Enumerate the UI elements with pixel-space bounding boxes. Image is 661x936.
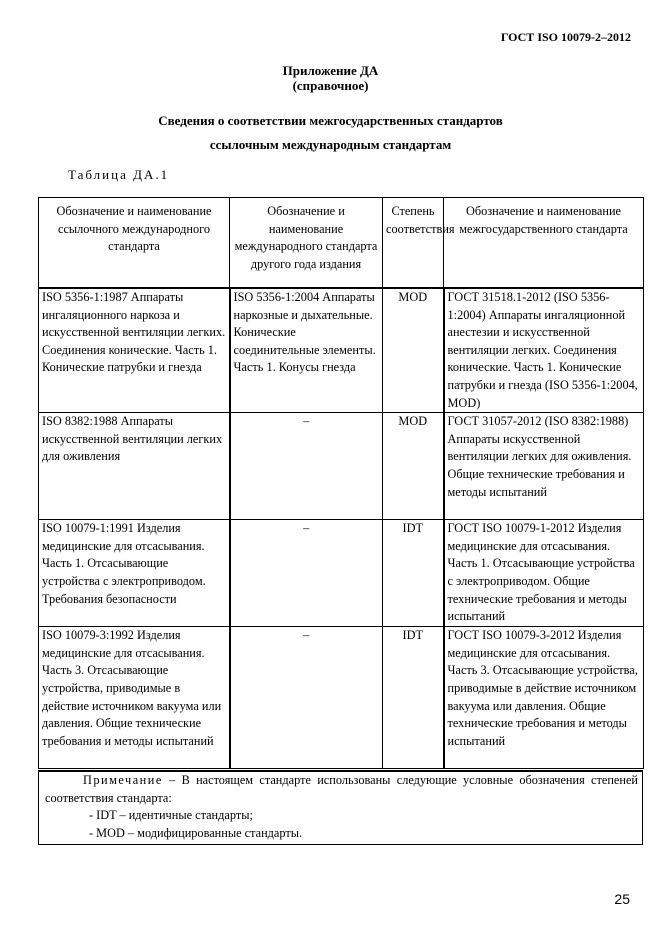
table-row (39, 627, 644, 769)
cell-reference: ISO 5356-1:1987 Аппараты ингаляционного наркоза и искусственной вентиляции легких. Соединения конические. Часть 1. Конические патрубки и гнезда (39, 288, 230, 413)
cell-reference: ISO 10079-1:1991 Изделия медицинские для отсасывания. Часть 1. Отсасывающие устройства с электроприводом. Требования безопасности (39, 520, 230, 627)
heading-line-1: Сведения о соответствии межгосударственных стандартов (158, 113, 503, 128)
header-degree: Степень соответствия (383, 198, 444, 289)
cell-interstate: ГОСТ ISO 10079-3-2012 Изделия медицинские для отсасывания. Часть 3. Отсасывающие устройства, приводимые в действие источником вакуума или давления. Общие технические требования и методы испытаний (444, 627, 644, 769)
table-row (39, 520, 644, 627)
cell-interstate: ГОСТ 31518.1-2012 (ISO 5356-1:2004) Аппараты ингаляционной анестезии и искусственной вентиляции легких. Соединения конические. Часть 1. Конические патрубки и гнезда (ISO 5356-1:2004, MOD) (444, 288, 644, 413)
cell-other: – (230, 627, 383, 769)
note-paragraph (45, 772, 638, 807)
cell-interstate: ГОСТ ISO 10079-1-2012 Изделия медицинские для отсасывания. Часть 1. Отсасывающие устройства с электроприводом. Общие технические требования и методы испытаний (444, 520, 644, 627)
cell-reference: ISO 10079-3:1992 Изделия медицинские для отсасывания. Часть 3. Отсасывающие устройства, приводимые в действие источником вакуума или давления. Общие технические требования и методы испытаний (39, 627, 230, 769)
appendix-type: (справочное) (292, 78, 369, 93)
appendix-label: Приложение ДА (282, 63, 379, 78)
page-number: 25 (614, 891, 630, 907)
cell-degree: IDT (383, 520, 444, 627)
note-label: Примечание (83, 773, 163, 787)
note-item-idt: - IDT – идентичные стандарты; (89, 808, 253, 823)
appendix-title (0, 63, 661, 93)
document-code: ГОСТ ISO 10079-2–2012 (500, 30, 631, 44)
header-interstate-standard: Обозначение и наименование межгосударственного стандарта (444, 198, 644, 289)
table-header-row (39, 198, 644, 289)
note-item-mod: - MOD – модифицированные стандарты. (89, 825, 303, 840)
heading-line-2: ссылочным международным стандартам (209, 137, 452, 152)
cell-degree: IDT (383, 627, 444, 769)
header-other-year-standard: Обозначение и наименование международного стандарта другого года издания (230, 198, 383, 289)
cell-other: – (230, 520, 383, 627)
table-label: Таблица ДА.1 (68, 167, 170, 182)
correspondence-table (38, 197, 644, 769)
table-row (39, 288, 644, 413)
cell-reference: ISO 8382:1988 Аппараты искусственной вентиляции легких для оживления (39, 413, 230, 520)
section-heading (0, 109, 661, 157)
header-reference-standard: Обозначение и наименование ссылочного международного стандарта (39, 198, 230, 289)
note-text: – В настоящем стандарте использованы следующие условные обозначения степеней соответствия стандарта: (45, 773, 638, 805)
cell-other: ISO 5356-1:2004 Аппараты наркозные и дыхательные. Конические соединительные элементы. Часть 1. Конусы гнезда (230, 288, 383, 413)
table-row (39, 413, 644, 520)
cell-degree: MOD (383, 413, 444, 520)
table-note (38, 770, 643, 845)
cell-interstate: ГОСТ 31057-2012 (ISO 8382:1988) Аппараты искусственной вентиляции легких для оживления. Общие технические требования и методы испытаний (444, 413, 644, 520)
cell-degree: MOD (383, 288, 444, 413)
cell-other: – (230, 413, 383, 520)
